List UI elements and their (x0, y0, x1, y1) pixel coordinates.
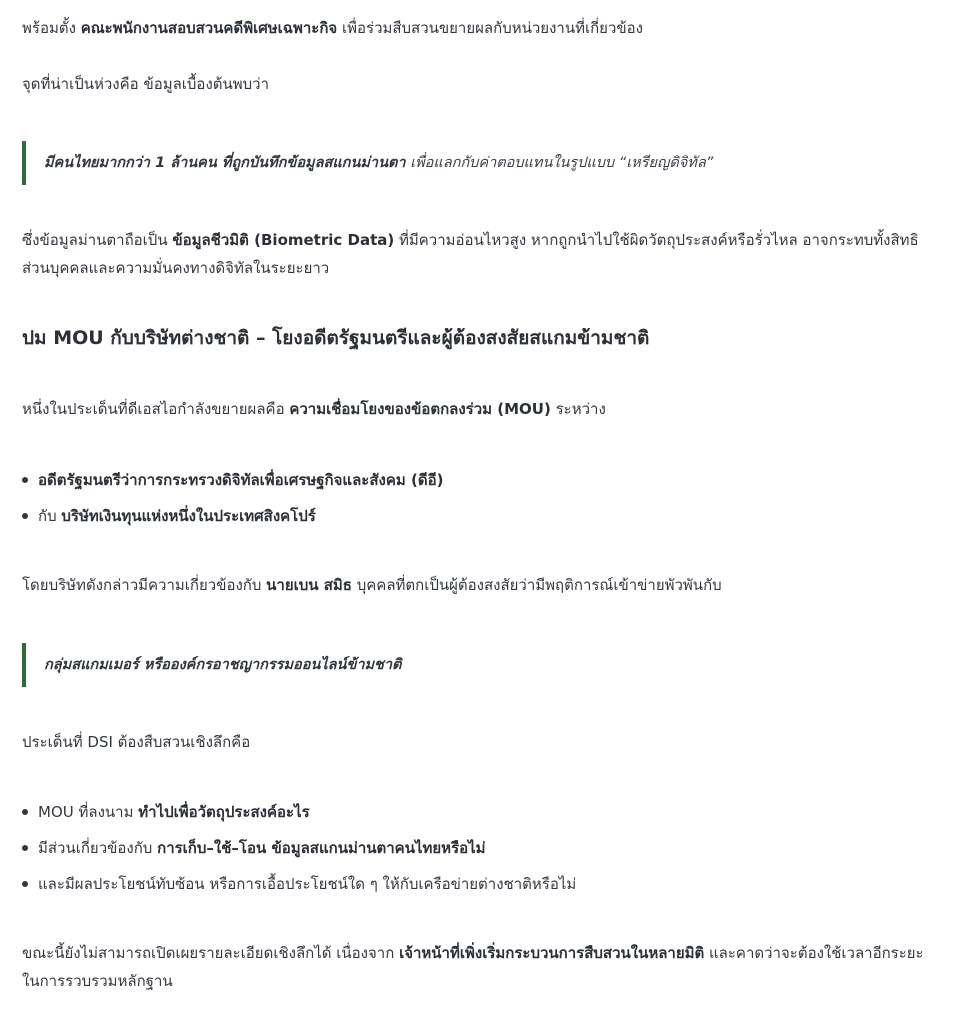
paragraph-ben-smith (22, 571, 934, 599)
text-run: หนึ่งในประเด็นที่ดีเอสไอกำลังขยายผลคือ (22, 400, 290, 418)
paragraph-dsi-questions (22, 728, 934, 756)
text-run: ที่มีความอ่อนไหวสูง หากถูกนำไปใช้ผิดวัตถุประสงค์หรือรั่วไหล อาจกระทบทั้งสิทธิส่วนบุคคลและความมั่นคงทางดิจิทัลในระยะยาว (22, 231, 919, 277)
list-mou-parties (22, 462, 934, 534)
text-run: บุคคลที่ตกเป็นผู้ต้องสงสัยว่ามีพฤติการณ์เข้าข่ายพัวพันกับ (351, 576, 722, 594)
list-dsi-questions (22, 794, 934, 902)
paragraph-investigation-team (22, 14, 934, 42)
blockquote-iris-scan (22, 141, 934, 185)
paragraph-investigation-status (22, 939, 934, 995)
text-run: MOU ที่ลงนาม (38, 803, 139, 821)
strong-text: กลุ่มสแกมเมอร์ หรือองค์กรอาชญากรรมออนไลน์ข้ามชาติ (44, 657, 402, 673)
text-run: ประเด็นที่ DSI ต้องสืบสวนเชิงลึกคือ (22, 733, 251, 751)
strong-text: การเก็บ–ใช้–โอน ข้อมูลสแกนม่านตาคนไทยหรือไม่ (157, 839, 486, 857)
text-run: ซึ่งข้อมูลม่านตาถือเป็น (22, 231, 173, 249)
text-run: เพื่อแลกกับค่าตอบแทนในรูปแบบ “เหรียญดิจิทัล” (405, 155, 714, 171)
text-run: และคาดว่าจะต้องใช้เวลาอีกระยะในการรวบรวมหลักฐาน (22, 944, 924, 990)
section-heading-mou: ปม MOU กับบริษัทต่างชาติ – โยงอดีตรัฐมนตรีและผู้ต้องสงสัยสแกมข้ามชาติ (22, 327, 650, 349)
list-item (22, 794, 934, 830)
paragraph-concern (22, 70, 934, 98)
text-run: ขณะนี้ยังไม่สามารถเปิดเผยรายละเอียดเชิงลึกได้ เนื่องจาก (22, 944, 400, 962)
list-item (22, 462, 934, 498)
strong-text: มีคนไทยมากกว่า 1 ล้านคน ที่ถูกบันทึกข้อมูลสแกนม่านตา (44, 155, 406, 171)
strong-text: คณะพนักงานสอบสวนคดีพิเศษเฉพาะกิจ (80, 19, 338, 37)
text-run: พร้อมตั้ง (22, 19, 81, 37)
text-run: เพื่อร่วมสืบสวนขยายผลกับหน่วยงานที่เกี่ยวข้อง (337, 19, 643, 37)
strong-text: ทำไปเพื่อวัตถุประสงค์อะไร (138, 803, 310, 821)
text-run: ระหว่าง (550, 400, 606, 418)
list-item (22, 830, 934, 866)
blockquote-scammer-group (22, 643, 934, 687)
text-run: และมีผลประโยชน์ทับซ้อน หรือการเอื้อประโยชน์ใด ๆ ให้กับเครือข่ายต่างชาติหรือไม่ (38, 875, 577, 893)
text-run: มีส่วนเกี่ยวข้องกับ (38, 839, 158, 857)
strong-text: ข้อมูลชีวมิติ (Biometric Data) (172, 231, 395, 249)
text-run: กับ (38, 507, 62, 525)
strong-text: นายเบน สมิธ (266, 576, 352, 594)
text-run: จุดที่น่าเป็นห่วงคือ ข้อมูลเบื้องต้นพบว่า (22, 75, 270, 93)
paragraph-biometric-data (22, 226, 934, 282)
list-item (22, 866, 934, 902)
strong-text: บริษัทเงินทุนแห่งหนึ่งในประเทศสิงคโปร์ (61, 507, 316, 525)
text-run: โดยบริษัทดังกล่าวมีความเกี่ยวข้องกับ (22, 576, 267, 594)
list-item (22, 498, 934, 534)
strong-text: เจ้าหน้าที่เพิ่งเริ่มกระบวนการสืบสวนในหลายมิติ (399, 944, 705, 962)
strong-text: ความเชื่อมโยงของข้อตกลงร่วม (MOU) (289, 400, 551, 418)
paragraph-mou-link (22, 395, 934, 423)
strong-text: อดีตรัฐมนตรีว่าการกระทรวงดิจิทัลเพื่อเศรษฐกิจและสังคม (ดีอี) (38, 471, 444, 489)
